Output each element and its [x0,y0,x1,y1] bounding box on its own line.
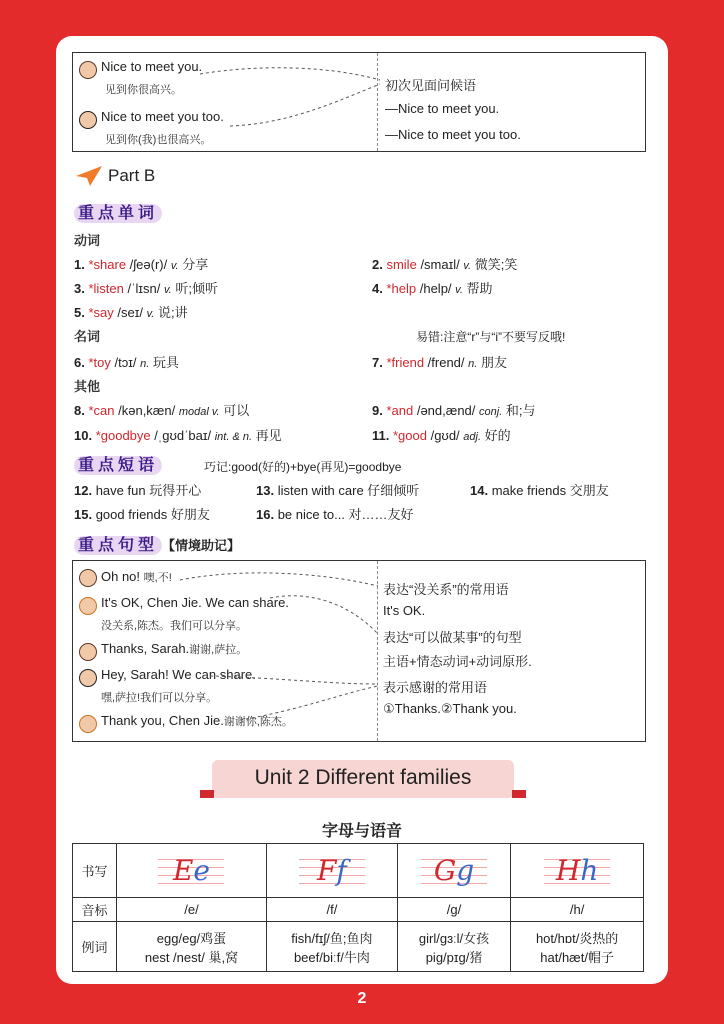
row-label: 例词 [73,922,117,972]
page-number: 2 [357,990,367,1007]
pos: n. [468,358,478,370]
part-title: Part B [108,166,156,185]
key-words-heading [74,200,162,223]
example-cell [117,922,267,972]
note-arrows [0,560,724,740]
phrase-text: be nice to... 对……友好 [277,507,414,522]
letter-guide [421,852,487,886]
ipa-cell: /h/ [511,898,644,922]
note-line: —Nice to meet you too. [385,127,521,142]
word-num: 7. [372,355,383,370]
word: *friend [386,355,425,370]
letter-upper: H [555,854,581,887]
sentences-heading [74,532,240,555]
letter-cell [511,844,644,898]
word-num: 5. [74,305,85,320]
note-line: —Nice to meet you. [385,101,500,116]
letter-guide [544,852,610,886]
pos: v. [170,260,179,272]
others-label: 其他 [74,379,101,394]
dialogue-line-cn: 见到你很高兴。 [105,84,182,96]
friend-tip: 易错:注意“r”与“i”不要写反哦! [416,330,566,344]
letter-upper: G [433,854,457,887]
writing-row [73,844,644,898]
phonetic: /ənd,ænd/ [416,403,476,418]
pos: int. & n. [214,431,253,443]
pos: v. [163,284,172,296]
meaning: 再见 [255,428,282,443]
dialogue-line-cn: 见到你(我)也很高兴。 [105,134,212,146]
meaning: 微笑;笑 [474,257,518,272]
example-word: beef/biːf/牛肉 [293,949,370,965]
word-item [74,425,282,444]
phonics-table [72,843,644,972]
example-word: nest /nest/ 巢,窝 [144,949,239,965]
meaning: 朋友 [480,355,507,370]
word-num: 1. [74,257,85,272]
word-item [372,425,511,444]
dialogue-en: Thanks, Sarah. [101,641,190,656]
nouns-label: 名词 [74,329,101,344]
word-num: 8. [74,403,85,418]
letter-lower: g [456,854,475,887]
letter-lower: e [193,854,210,887]
note-title: 初次见面问候语 [385,78,477,93]
letter-guide [299,852,365,886]
word-num: 6. [74,355,85,370]
dialogue-en: Hey, Sarah! We can share. [101,667,256,682]
pos: adj. [463,431,482,443]
phrase-text: listen with care 仔细倾听 [277,483,420,498]
example-word: pig/pɪɡ/猪 [425,949,483,965]
goodbye-tip: 巧记:good(好的)+bye(再见)=goodbye [204,460,402,474]
word-num: 3. [74,281,85,296]
phrase-num: 13. [256,483,275,498]
pos: v. [463,260,472,272]
dialogue-line-en: Nice to meet you too. [101,109,224,124]
ipa-cell: /e/ [117,898,267,922]
phrases-title: 重点短语 [74,456,162,475]
word: *goodbye [95,428,151,443]
phrase-item [256,480,419,499]
phrase-num: 12. [74,483,93,498]
word-num: 10. [74,428,93,443]
letter-cell [266,844,397,898]
pos: v. [455,284,463,296]
phonetic: /help/ [419,281,452,296]
note-line: ①Thanks.②Thank you. [383,701,517,716]
verbs-label: 动词 [74,233,101,248]
phonics-title: 字母与语音 [321,823,402,840]
example-row [73,922,644,972]
phonetic: /ɡʊd/ [430,428,460,443]
meaning: 可以 [223,403,250,418]
unit-banner [212,760,514,798]
phrase-item [74,504,210,523]
letter-cell [117,844,267,898]
row-label: 音标 [73,898,117,922]
phonetic: /seɪ/ [117,305,143,320]
unit-title: Unit 2 Different families [254,766,472,789]
word-item [372,278,493,297]
phrase-num: 16. [256,507,275,522]
phonetic: /smaɪl/ [420,257,460,272]
word: smile [386,257,417,272]
note-line: It's OK. [383,603,426,618]
phonetic: /kən,kæn/ [118,403,176,418]
word: *good [392,428,427,443]
phrase-item [470,480,609,499]
pos: v. [146,308,155,320]
word-num: 9. [372,403,383,418]
phrases-heading [74,452,162,475]
word-item [74,302,188,321]
phonetic: /frend/ [427,355,465,370]
sentences-title: 重点句型 [74,536,162,555]
phrase-item [74,480,201,499]
letter-guide [158,852,224,886]
pos: n. [140,358,150,370]
dialogue-cn: 谢谢,萨拉。 [189,644,248,656]
phonetic: /ˈlɪsn/ [127,281,161,296]
example-cell [511,922,644,972]
word-item [372,352,507,371]
letter-lower: f [336,854,347,887]
word: *help [386,281,417,296]
example-word: girl/ɡɜːl/女孩 [418,930,490,946]
word-item [74,400,249,419]
word: *listen [88,281,124,296]
key-words-title: 重点单词 [74,204,162,223]
meaning: 帮助 [466,281,493,296]
banner-ribbon-right [512,790,526,798]
phrase-item [256,504,414,523]
word: *toy [88,355,111,370]
phrase-text: good friends 好朋友 [95,507,210,522]
example-word: hat/hæt/帽子 [540,949,614,965]
example-cell [266,922,397,972]
ipa-cell: /f/ [266,898,397,922]
note-title: 表达“可以做某事”的句型 [383,630,522,645]
word-num: 4. [372,281,383,296]
example-word: egg/eɡ/鸡蛋 [156,930,227,946]
phrase-text: make friends 交朋友 [491,483,609,498]
letter-lower: h [580,854,599,887]
word: *and [386,403,414,418]
word-num: 2. [372,257,383,272]
pos: conj. [479,406,503,418]
word-item [74,278,218,297]
dialogue-line-en: Nice to meet you. [101,59,203,74]
dialogue-en: Thank you, Chen Jie. [101,713,224,728]
paper-plane-icon [76,166,102,186]
note-arrows [0,0,724,160]
row-label: 书写 [73,844,117,898]
dialogue-cn: 没关系,陈杰。我们可以分享。 [101,620,248,632]
note-line: 主语+情态动词+动词原形. [383,654,532,669]
phonetic: /ˌɡʊdˈbaɪ/ [154,428,212,443]
banner-ribbon-left [200,790,214,798]
phrase-num: 14. [470,483,489,498]
dialogue-cn: 谢谢你,陈杰。 [223,716,293,728]
word: *say [88,305,114,320]
dialogue-en: It's OK, Chen Jie. We can share. [101,595,289,610]
dialogue-cn: 嘿,萨拉!我们可以分享。 [101,692,218,704]
meaning: 玩具 [152,355,179,370]
meaning: 听;倾听 [175,281,218,296]
note-title: 表达“没关系”的常用语 [383,582,509,597]
dialogue-en: Oh no! [101,569,141,584]
example-word: fish/fɪʃ/鱼;鱼肉 [291,930,373,946]
word-item [74,352,179,371]
letter-upper: F [316,854,337,887]
dialogue-cn: 噢,不! [143,572,172,584]
word-item [74,254,208,273]
meaning: 好的 [484,428,511,443]
word: *share [88,257,127,272]
phrase-text: have fun 玩得开心 [95,483,202,498]
example-cell [397,922,510,972]
letter-upper: E [172,854,194,887]
word-num: 11. [372,428,390,443]
meaning: 和;与 [505,403,536,418]
phrase-num: 15. [74,507,93,522]
letter-cell [397,844,510,898]
word-item [372,400,536,419]
ipa-cell: /ɡ/ [397,898,510,922]
phonetic: /tɔɪ/ [114,355,137,370]
phonetic: /ʃeə(r)/ [129,257,168,272]
sentences-subtitle: 【情境助记】 [162,538,241,553]
example-word: hot/hɒt/炎热的 [535,930,619,946]
ipa-row [73,898,644,922]
word: *can [88,403,115,418]
word-item [372,254,517,273]
note-title: 表示感谢的常用语 [383,680,488,695]
meaning: 分享 [182,257,209,272]
pos: modal v. [178,406,220,418]
meaning: 说;讲 [157,305,188,320]
